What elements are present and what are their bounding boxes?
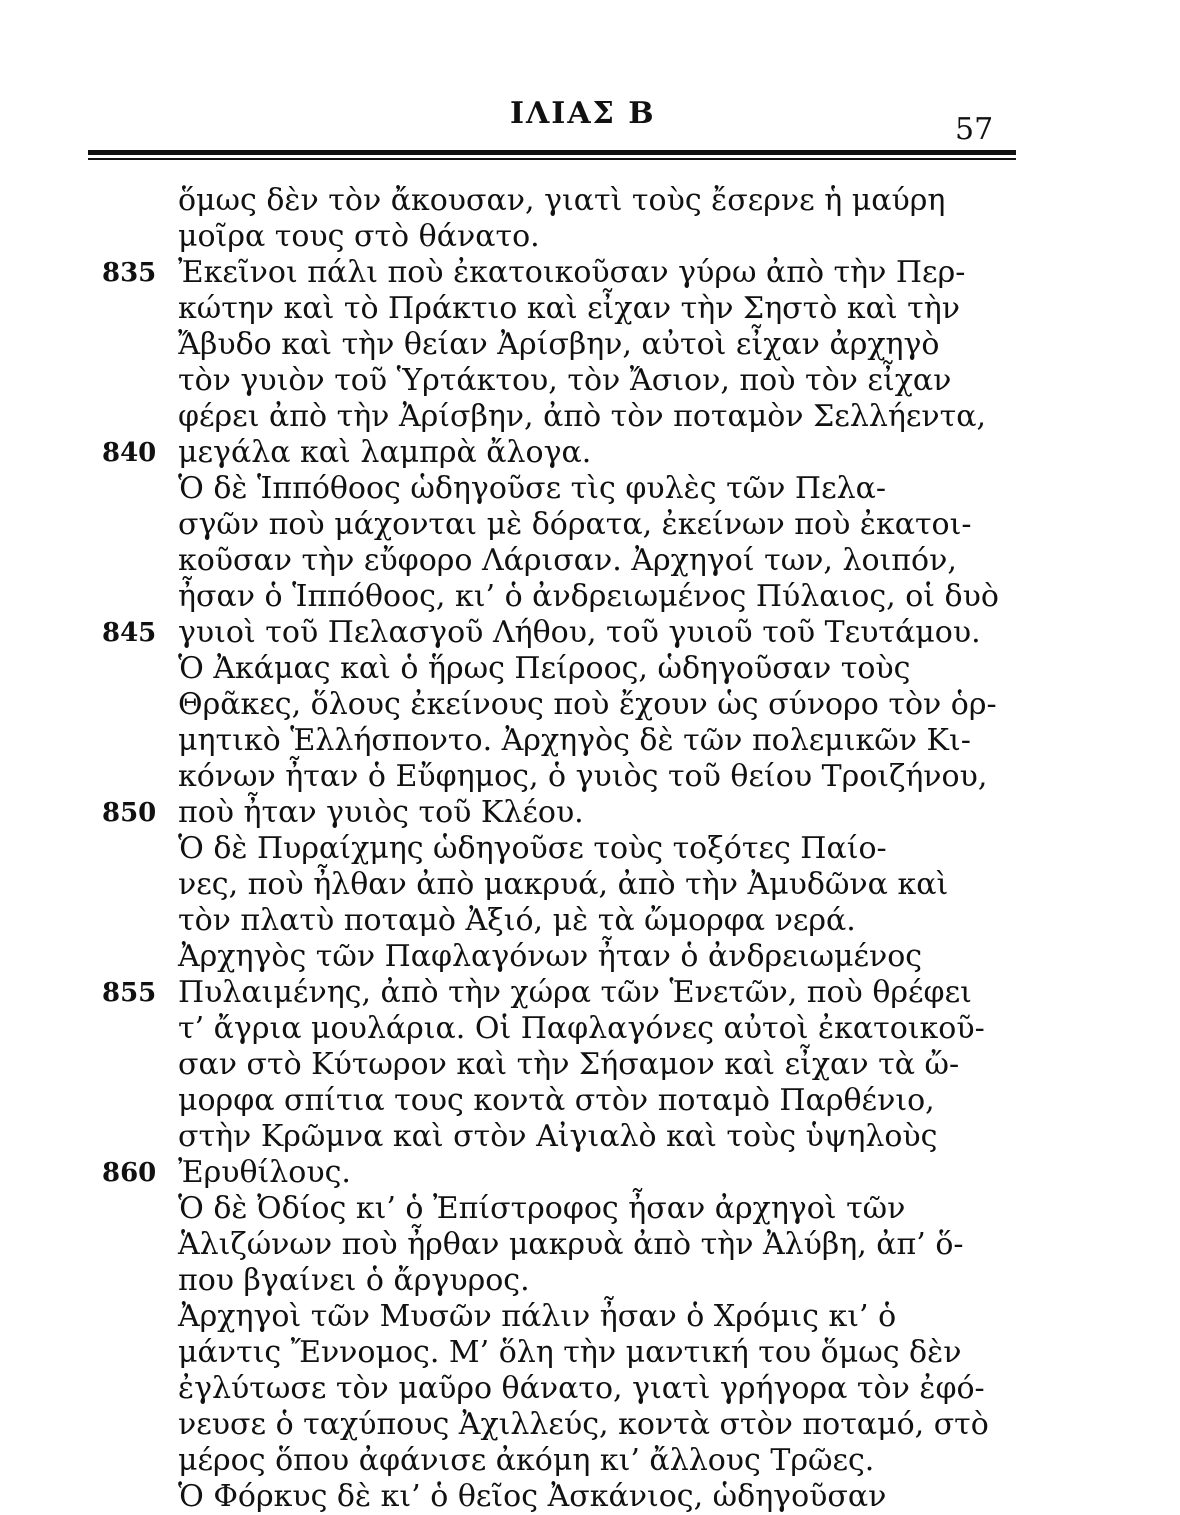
running-head: ΙΛΙΑΣ Β xyxy=(510,96,656,131)
text-line: Ὁ Ἀκάμας καὶ ὁ ἥρως Πείροος, ὡδηγοῦσαν τοὺς xyxy=(178,651,911,686)
text-line: Ὁ δὲ Πυραίχμης ὡδηγοῦσε τοὺς τοξότες Παίο- xyxy=(178,831,887,866)
page-number: 57 xyxy=(955,112,994,147)
text-line: Ἄβυδο καὶ τὴν θείαν Ἀρίσβην, αὐτοὶ εἶχαν ἀρχηγὸ xyxy=(178,327,940,362)
text-line: σγῶν ποὺ μάχονται μὲ δόρατα, ἐκείνων ποὺ ἐκατοι- xyxy=(178,507,972,542)
text-line: μορφα σπίτια τους κοντὰ στὸν ποταμὸ Παρθένιο, xyxy=(178,1083,935,1118)
text-line: κοῦσαν τὴν εὔφορο Λάρισαν. Ἀρχηγοί των, λοιπόν, xyxy=(178,543,957,578)
text-line: που βγαίνει ὁ ἄργυρος. xyxy=(178,1263,530,1298)
text-line: Ἀρχηγὸς τῶν Παφλαγόνων ἦταν ὁ ἀνδρειωμένος xyxy=(178,939,923,974)
text-line: σαν στὸ Κύτωρον καὶ τὴν Σήσαμον καὶ εἶχαν τὰ ὤ- xyxy=(178,1047,960,1082)
text-line: Ὁ δὲ Ἱππόθοος ὡδηγοῦσε τὶς φυλὲς τῶν Πελα- xyxy=(178,471,887,506)
text-line: μέρος ὅπου ἀφάνισε ἀκόμη κι’ ἄλλους Τρῶες. xyxy=(178,1443,875,1478)
text-line: Πυλαιμένης, ἀπὸ τὴν χώρα τῶν Ἑνετῶν, ποὺ θρέφει xyxy=(178,975,972,1010)
line-number: 860 xyxy=(102,1158,157,1188)
text-line: μοῖρα τους στὸ θάνατο. xyxy=(178,219,540,254)
text-line: μάντις Ἔννομος. Μ’ ὅλη τὴν μαντική του ὅμως δὲν xyxy=(178,1335,962,1370)
text-line: στὴν Κρῶμνα καὶ στὸν Αἰγιαλὸ καὶ τοὺς ὑψηλοὺς xyxy=(178,1119,938,1154)
text-line: μητικὸ Ἑλλήσποντο. Ἀρχηγὸς δὲ τῶν πολεμικῶν Κι- xyxy=(178,723,971,758)
header-rule-thin xyxy=(88,158,1016,160)
text-line: φέρει ἀπὸ τὴν Ἀρίσβην, ἀπὸ τὸν ποταμὸν Σελλήεντα, xyxy=(178,399,987,434)
line-number: 835 xyxy=(102,258,157,288)
line-number: 845 xyxy=(102,618,157,648)
text-line: Θρᾶκες, ὅλους ἐκείνους ποὺ ἔχουν ὡς σύνορο τὸν ὁρ- xyxy=(178,687,997,722)
text-line: ἦσαν ὁ Ἱππόθοος, κι’ ὁ ἀνδρειωμένος Πύλαιος, οἱ δυὸ xyxy=(178,579,999,614)
text-line: Ὁ δὲ Ὀδίος κι’ ὁ Ἐπίστροφος ἦσαν ἀρχηγοὶ τῶν xyxy=(178,1191,906,1226)
line-number: 840 xyxy=(102,438,157,468)
text-line: ποὺ ἦταν γυιὸς τοῦ Κλέου. xyxy=(178,795,584,830)
text-line: γυιοὶ τοῦ Πελασγοῦ Λήθου, τοῦ γυιοῦ τοῦ Τευτάμου. xyxy=(178,615,981,650)
text-line: Ἐκεῖνοι πάλι ποὺ ἐκατοικοῦσαν γύρω ἀπὸ τὴν Περ- xyxy=(178,255,966,290)
text-line: νες, ποὺ ἦλθαν ἀπὸ μακρυά, ἀπὸ τὴν Ἀμυδῶνα καὶ xyxy=(178,867,949,902)
text-line: τὸν πλατὺ ποταμὸ Ἀξιό, μὲ τὰ ὤμορφα νερά. xyxy=(178,903,856,938)
text-line: κώτην καὶ τὸ Πράκτιο καὶ εἶχαν τὴν Σηστὸ καὶ τὴν xyxy=(178,291,960,326)
text-line: Ὁ Φόρκυς δὲ κι’ ὁ θεῖος Ἀσκάνιος, ὡδηγοῦσαν xyxy=(178,1479,887,1514)
text-line: νευσε ὁ ταχύπους Ἀχιλλεύς, κοντὰ στὸν ποταμό, στὸ xyxy=(178,1407,989,1442)
text-line: ὅμως δὲν τὸν ἄκουσαν, γιατὶ τοὺς ἔσερνε ἡ μαύρη xyxy=(178,183,946,218)
text-line: μεγάλα καὶ λαμπρὰ ἄλογα. xyxy=(178,435,592,470)
text-line: ἐγλύτωσε τὸν μαῦρο θάνατο, γιατὶ γρήγορα τὸν ἐφό- xyxy=(178,1371,985,1406)
text-line: κόνων ἦταν ὁ Εὔφημος, ὁ γυιὸς τοῦ θείου Τροιζήνου, xyxy=(178,759,988,794)
text-line: Ἐρυθίλους. xyxy=(178,1155,351,1190)
text-line: τ’ ἄγρια μουλάρια. Οἱ Παφλαγόνες αὐτοὶ ἐκατοικοῦ- xyxy=(178,1011,985,1046)
text-line: Ἀρχηγοὶ τῶν Μυσῶν πάλιν ἦσαν ὁ Χρόμις κι’ ὁ xyxy=(178,1299,897,1334)
text-line: τὸν γυιὸν τοῦ Ὑρτάκτου, τὸν Ἄσιον, ποὺ τὸν εἶχαν xyxy=(178,363,952,398)
header-rule-thick xyxy=(88,150,1016,155)
line-number: 855 xyxy=(102,978,157,1008)
line-number: 850 xyxy=(102,798,157,828)
text-line: Ἁλιζώνων ποὺ ἦρθαν μακρυὰ ἀπὸ τὴν Ἀλύβη, ἀπ’ ὅ- xyxy=(178,1227,964,1262)
